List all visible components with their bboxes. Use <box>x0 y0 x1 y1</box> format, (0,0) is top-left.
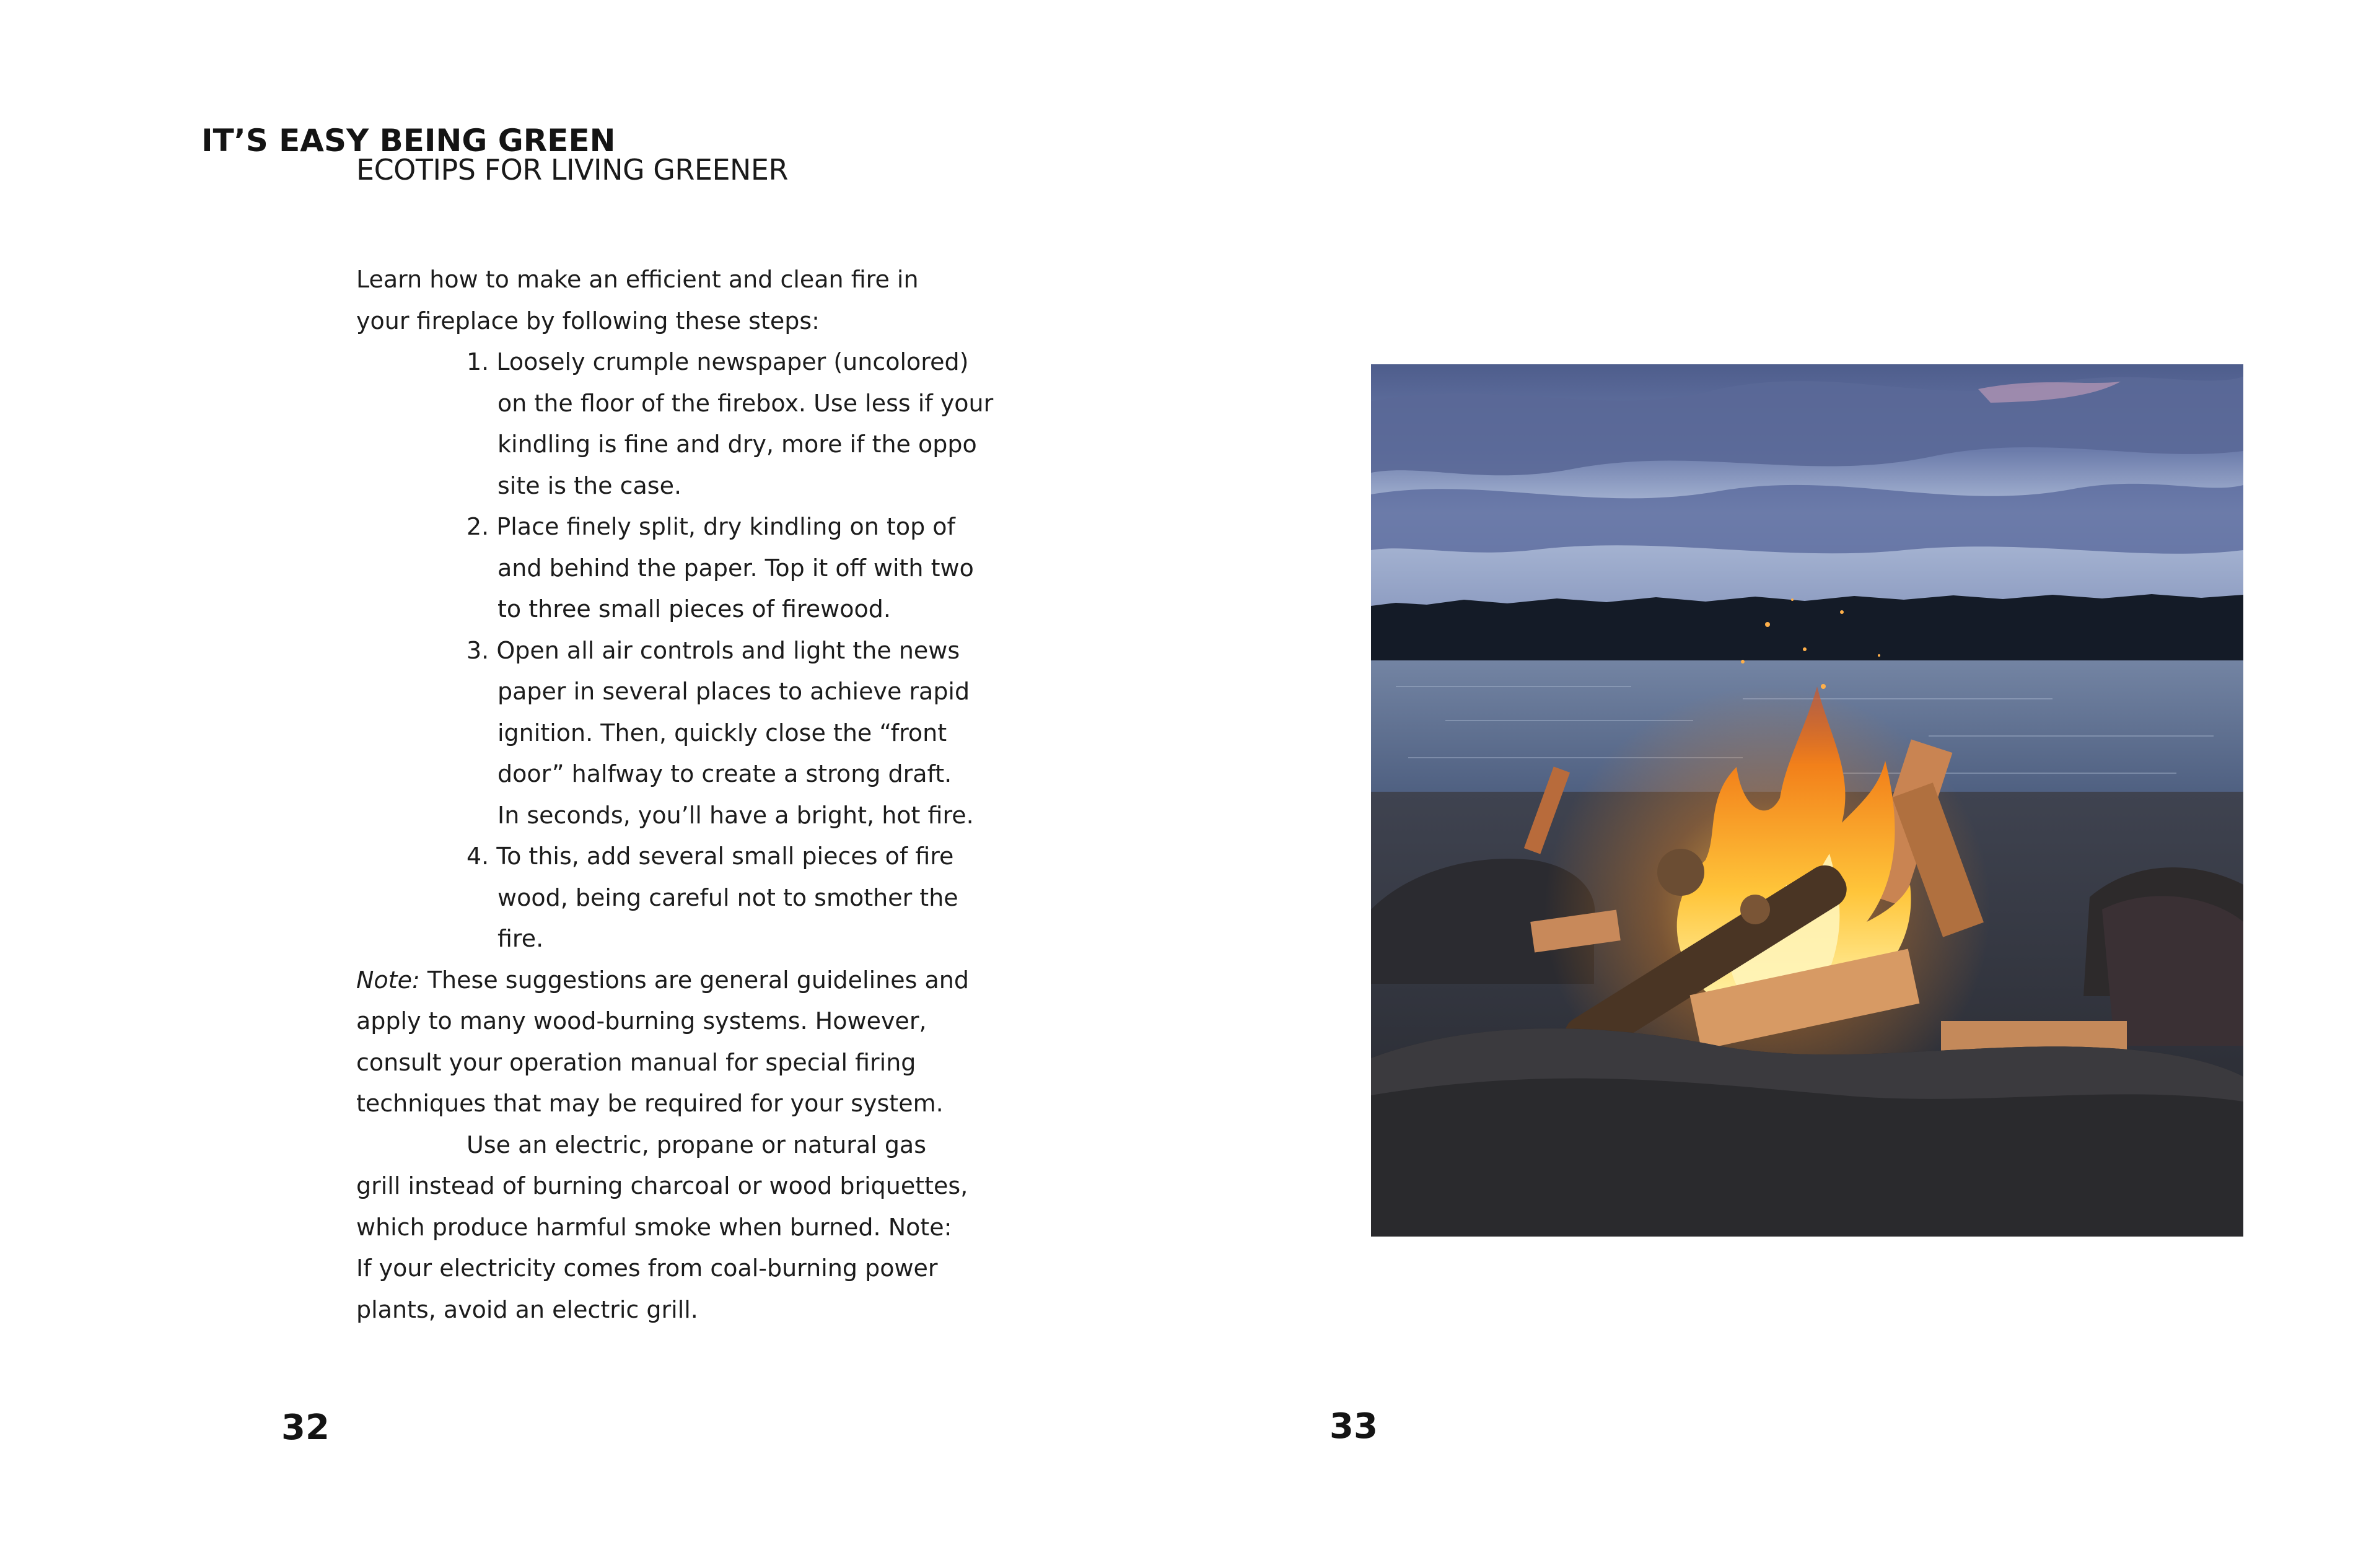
step-item <box>356 836 1050 960</box>
step-line: site is the case. <box>497 471 682 499</box>
treeline <box>1371 594 2243 662</box>
step-line: 4. To this, add several small pieces of fire <box>467 843 954 870</box>
note-paragraph <box>356 960 1050 1001</box>
intro-line: your fireplace by following these steps: <box>356 307 820 335</box>
tip-line: which produce harmful smoke when burned. Note: <box>356 1213 952 1241</box>
step-line: 3. Open all air controls and light the news <box>467 636 960 664</box>
step-line: 2. Place finely split, dry kindling on top of <box>467 513 955 540</box>
step-line: door” halfway to create a strong draft. <box>497 760 952 787</box>
cloud-band <box>1371 484 2243 554</box>
campfire-photo-svg <box>1371 364 2243 1237</box>
section-subtitle: ECOTIPS FOR LIVING GREENER <box>356 153 788 186</box>
step-line: fire. <box>497 925 544 952</box>
page-number-right: 33 <box>1330 1406 1378 1447</box>
step-line: 1. Loosely crumple newspaper (uncolored) <box>467 348 969 375</box>
steps-list <box>356 341 1050 960</box>
note-line: apply to many wood-burning systems. However, <box>356 1007 927 1035</box>
note-line: These suggestions are general guidelines and <box>419 966 969 994</box>
intro-line: Learn how to make an efficient and clean fire in <box>356 266 919 293</box>
section-title: IT’S EASY BEING GREEN <box>201 123 616 159</box>
right-page <box>1190 0 2379 1568</box>
tip-line: grill instead of burning charcoal or wood briquettes, <box>356 1172 968 1199</box>
step-line: paper in several places to achieve rapid <box>497 678 970 705</box>
tip-line: If your electricity comes from coal-burning power <box>356 1255 938 1282</box>
step-item <box>356 630 1050 836</box>
note-line: consult your operation manual for special firing <box>356 1048 916 1076</box>
note-line: techniques that may be required for your system. <box>356 1090 944 1117</box>
tip-line: Use an electric, propane or natural gas <box>467 1131 927 1158</box>
note-label: Note: <box>356 966 420 994</box>
step-line: In seconds, you’ll have a bright, hot fire. <box>497 801 974 829</box>
step-line: kindling is fine and dry, more if the oppo <box>497 431 977 458</box>
campfire-photo <box>1371 364 2243 1237</box>
page-number-left: 32 <box>281 1408 330 1448</box>
tip-line: plants, avoid an electric grill. <box>356 1295 698 1323</box>
step-line: ignition. Then, quickly close the “front <box>497 719 947 747</box>
step-line: and behind the paper. Top it off with two <box>497 554 974 582</box>
step-line: to three small pieces of firewood. <box>497 595 891 623</box>
step-item <box>356 341 1050 506</box>
log-end <box>1657 849 1704 896</box>
step-line: on the floor of the firebox. Use less if your <box>497 389 994 417</box>
step-item <box>356 506 1050 630</box>
step-line: wood, being careful not to smother the <box>497 883 958 911</box>
log-end-right <box>1740 895 1770 924</box>
body-text <box>356 259 1050 1330</box>
